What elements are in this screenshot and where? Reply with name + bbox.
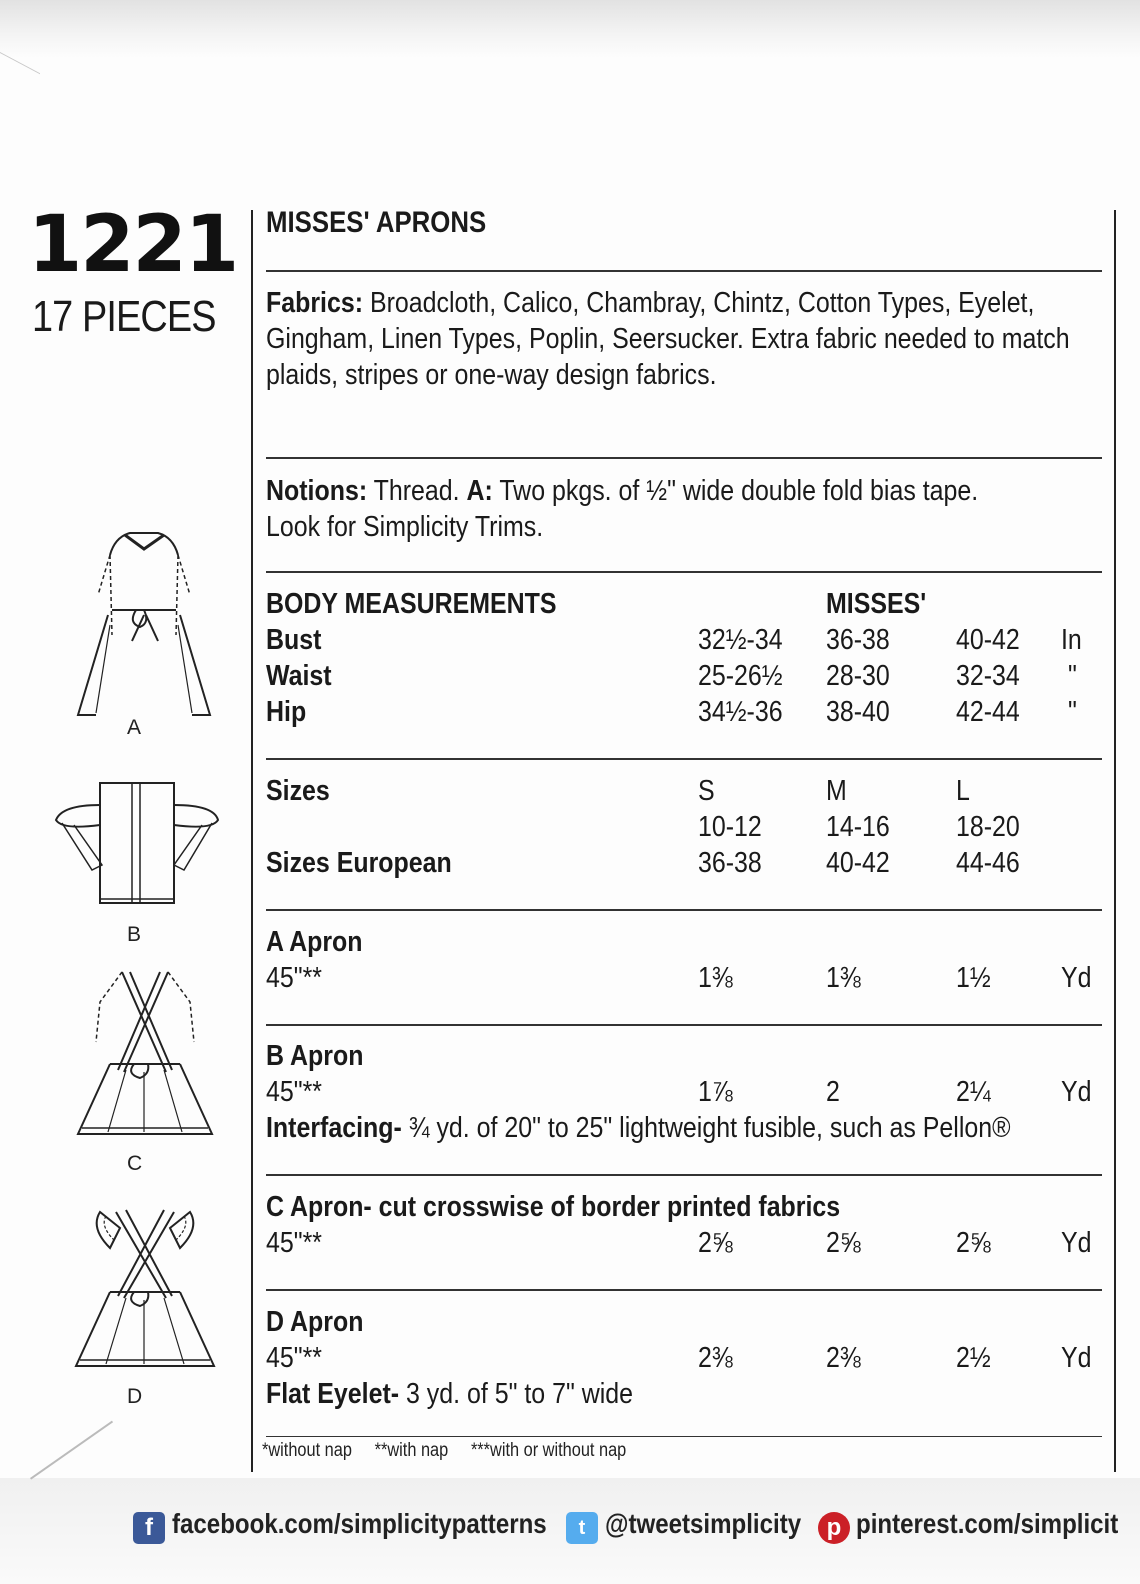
- pattern-number: 1221: [28, 200, 238, 290]
- sizes-label: Sizes: [266, 775, 330, 807]
- apron-c-section: [266, 1189, 1102, 1269]
- interfacing-label: Interfacing-: [266, 1112, 402, 1144]
- apron-d-l: 2½: [956, 1342, 991, 1374]
- view-a-illustration: [70, 515, 220, 725]
- fabrics-text-1: Broadcloth, Calico, Chambray, Chintz, Cotton Types, Eyelet,: [369, 287, 1035, 319]
- notions-bias-tape: Two pkgs. of ½" wide double fold bias tape.: [499, 475, 979, 507]
- notions-label: Notions:: [266, 475, 368, 507]
- eyelet-text: 3 yd. of 5" to 7" wide: [405, 1378, 634, 1410]
- size-s: S: [698, 775, 715, 807]
- apron-c-m: 2⅝: [826, 1227, 861, 1259]
- apron-c-l: 2⅝: [956, 1227, 991, 1259]
- pinterest-link[interactable]: pinterest.com/simplicit: [856, 1508, 1119, 1539]
- hip-l: 42-44: [956, 696, 1020, 728]
- bust-unit: In: [1061, 624, 1082, 656]
- view-b-label: B: [127, 923, 142, 946]
- euro-l: 44-46: [956, 847, 1020, 879]
- waist-l: 32-34: [956, 660, 1020, 692]
- view-b-illustration: [52, 775, 202, 915]
- apron-a-width: 45"**: [266, 962, 323, 994]
- hip-m: 38-40: [826, 696, 890, 728]
- divider: [266, 270, 1102, 272]
- size-s-number: 10-12: [698, 811, 762, 843]
- apron-a-m: 1⅜: [826, 962, 861, 994]
- facebook-icon[interactable]: f: [133, 1512, 165, 1544]
- euro-m: 40-42: [826, 847, 890, 879]
- apron-c-title: C Apron- cut crosswise of border printed fabrics: [266, 1191, 841, 1223]
- view-c-label: C: [127, 1152, 143, 1175]
- fabrics-line-1: [266, 285, 1035, 321]
- divider: [266, 1174, 1102, 1176]
- divider: [266, 758, 1102, 760]
- apron-a-s: 1⅜: [698, 962, 733, 994]
- view-a-label: A: [127, 716, 142, 739]
- apron-d-s: 2⅜: [698, 1342, 733, 1374]
- corner-fold: [0, 52, 40, 104]
- bust-s: 32½-34: [698, 624, 783, 656]
- apron-a-l: 1½: [956, 962, 991, 994]
- bust-m: 36-38: [826, 624, 890, 656]
- facebook-link[interactable]: facebook.com/simplicitypatterns: [172, 1508, 547, 1539]
- nap-footnote: [262, 1440, 626, 1462]
- apron-b-unit: Yd: [1061, 1076, 1092, 1108]
- view-c-illustration: [70, 962, 220, 1142]
- footnote-with-nap: **with nap: [374, 1440, 449, 1461]
- divider: [266, 1289, 1102, 1291]
- apron-b-m: 2: [826, 1076, 840, 1108]
- apron-d-width: 45"**: [266, 1342, 323, 1374]
- size-m: M: [826, 775, 847, 807]
- misses-heading: MISSES': [826, 588, 927, 620]
- pinterest-icon[interactable]: p: [818, 1512, 850, 1544]
- apron-c-width: 45"**: [266, 1227, 323, 1259]
- apron-d-unit: Yd: [1061, 1342, 1092, 1374]
- divider: [266, 571, 1102, 573]
- body-measurements-table: [266, 586, 1102, 736]
- body-heading: BODY MEASUREMENTS: [266, 588, 557, 620]
- twitter-icon[interactable]: t: [566, 1512, 598, 1544]
- fabrics-line-3: plaids, stripes or one-way design fabrics.: [266, 359, 717, 391]
- divider: [266, 909, 1102, 911]
- apron-d-section: [266, 1304, 1102, 1424]
- divider: [266, 1436, 1102, 1437]
- footnote-with-or-without-nap: ***with or without nap: [470, 1440, 627, 1461]
- notions-section: [266, 473, 1102, 545]
- size-m-number: 14-16: [826, 811, 890, 843]
- apron-d-title: D Apron: [266, 1306, 364, 1338]
- hip-s: 34½-36: [698, 696, 783, 728]
- sizes-table: [266, 773, 1102, 893]
- apron-b-width: 45"**: [266, 1076, 323, 1108]
- divider: [266, 1024, 1102, 1026]
- hip-unit: ": [1068, 696, 1077, 728]
- view-d-illustration: [70, 1198, 220, 1378]
- apron-b-title: B Apron: [266, 1040, 364, 1072]
- interfacing-line: [266, 1110, 1010, 1146]
- left-divider: [251, 210, 253, 1472]
- footer-fold-line: [30, 1421, 113, 1480]
- apron-b-s: 1⅞: [698, 1076, 733, 1108]
- waist-m: 28-30: [826, 660, 890, 692]
- right-divider: [1114, 210, 1116, 1472]
- waist-unit: ": [1068, 660, 1077, 692]
- pattern-title: MISSES' APRONS: [266, 206, 487, 239]
- interfacing-text: ¾ yd. of 20" to 25" lightweight fusible, such as Pellon®: [408, 1112, 1011, 1144]
- size-l: L: [956, 775, 970, 807]
- apron-c-s: 2⅝: [698, 1227, 733, 1259]
- apron-a-unit: Yd: [1061, 962, 1092, 994]
- apron-b-section: [266, 1038, 1102, 1158]
- bust-l: 40-42: [956, 624, 1020, 656]
- apron-c-unit: Yd: [1061, 1227, 1092, 1259]
- apron-a-title: A Apron: [266, 926, 363, 958]
- notions-view-a: A:: [466, 475, 493, 507]
- view-d-label: D: [127, 1385, 143, 1408]
- notions-thread: Thread.: [373, 475, 460, 507]
- notions-line-1: [266, 473, 985, 509]
- bust-label: Bust: [266, 624, 322, 656]
- twitter-link[interactable]: @tweetsimplicity: [605, 1508, 802, 1539]
- sizes-european-label: Sizes European: [266, 847, 452, 879]
- apron-b-l: 2¼: [956, 1076, 991, 1108]
- euro-s: 36-38: [698, 847, 762, 879]
- notions-line-2: Look for Simplicity Trims.: [266, 511, 544, 543]
- waist-s: 25-26½: [698, 660, 783, 692]
- apron-a-section: [266, 924, 1102, 1004]
- body-header-row: [266, 586, 557, 622]
- apron-d-m: 2⅜: [826, 1342, 861, 1374]
- fabrics-label: Fabrics:: [266, 287, 364, 319]
- page-top-shadow: [0, 0, 1140, 58]
- eyelet-label: Flat Eyelet-: [266, 1378, 400, 1410]
- divider: [266, 457, 1102, 459]
- waist-label: Waist: [266, 660, 332, 692]
- fabrics-section: [266, 285, 1102, 393]
- footnote-without-nap: *without nap: [262, 1440, 352, 1461]
- hip-label: Hip: [266, 696, 307, 728]
- pieces-count: 17 PIECES: [32, 292, 216, 341]
- size-l-number: 18-20: [956, 811, 1020, 843]
- fabrics-line-2: Gingham, Linen Types, Poplin, Seersucker. Extra fabric needed to match: [266, 323, 1070, 355]
- eyelet-line: [266, 1376, 633, 1412]
